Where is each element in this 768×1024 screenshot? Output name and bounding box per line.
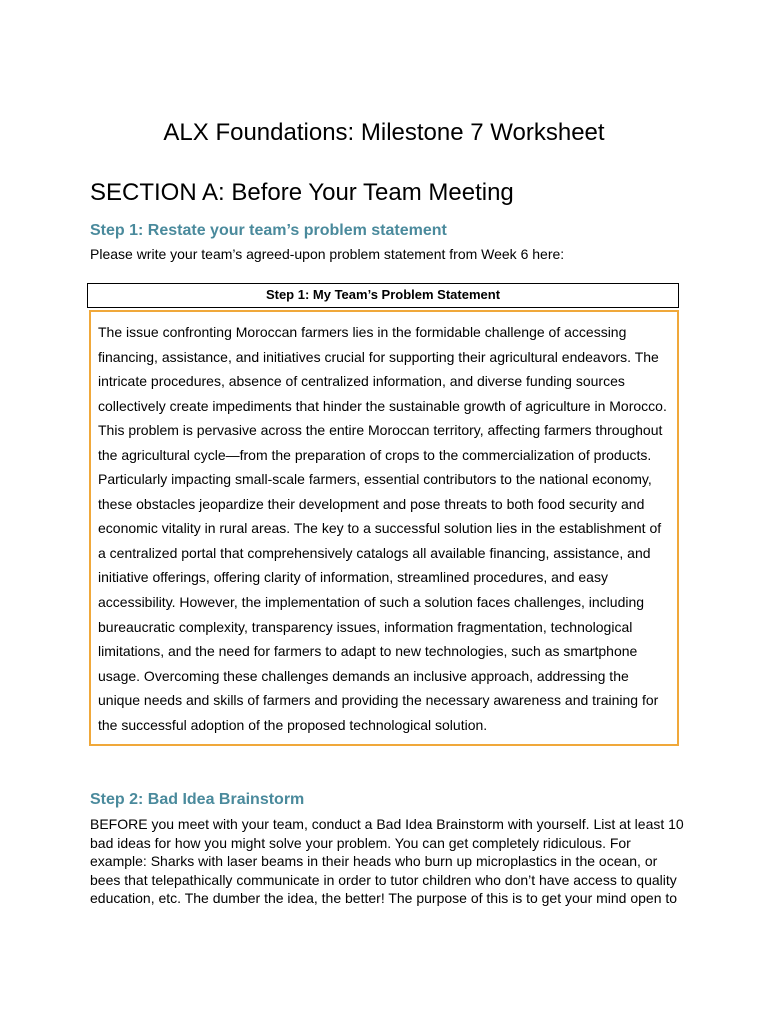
document-title: ALX Foundations: Milestone 7 Worksheet	[163, 119, 605, 146]
problem-statement-text: The issue confronting Moroccan farmers lies in the formidable challenge of accessing financing, assistance, and initiatives crucial for supporting their agricultural endeavors. The intricate procedures, absence of centralized information, and diverse funding sources collectively create impediments that hinder the sustainable growth of agriculture in Morocco. This problem is pervasive across the entire Moroccan territory, affecting farmers throughout the agricultural cycle—from the preparation of crops to the commercialization of products. Particularly impacting small-scale farmers, essential contributors to the national economy, these obstacles jeopardize their development and pose threats to both food security and economic vitality in rural areas. The key to a successful solution lies in the establishment of a centralized portal that comprehensively catalogs all available financing, assistance, and initiative offerings, offering clarity of information, streamlined procedures, and easy accessibility. However, the implementation of such a solution faces challenges, including bureaucratic complexity, transparency issues, information fragmentation, technological limitations, and the need for farmers to adapt to new technologies, such as smartphone usage. Overcoming these challenges demands an inclusive approach, addressing the unique needs and skills of farmers and providing the necessary awareness and training for the successful adoption of the proposed technological solution.	[98, 324, 667, 733]
step1-instruction: Please write your team’s agreed-upon problem statement from Week 6 here:	[90, 246, 565, 262]
step1-heading: Step 1: Restate your team’s problem statement	[90, 222, 447, 239]
problem-statement-box[interactable]	[89, 310, 679, 746]
step2-heading: Step 2: Bad Idea Brainstorm	[90, 791, 305, 808]
problem-statement-table-header: Step 1: My Team’s Problem Statement	[87, 283, 679, 308]
section-a-heading: SECTION A: Before Your Team Meeting	[90, 179, 514, 206]
step2-instruction: BEFORE you meet with your team, conduct a Bad Idea Brainstorm with yourself. List at least 10 bad ideas for how you might solve your problem. You can get completely ridiculous. For example: Sharks with laser beams in their heads who burn up microplastics in the ocean, or bees that telepathically communicate in order to tutor children who don’t have access to quality education, etc. The dumber the idea, the better! The purpose of this is to get your mind open to	[90, 816, 684, 906]
